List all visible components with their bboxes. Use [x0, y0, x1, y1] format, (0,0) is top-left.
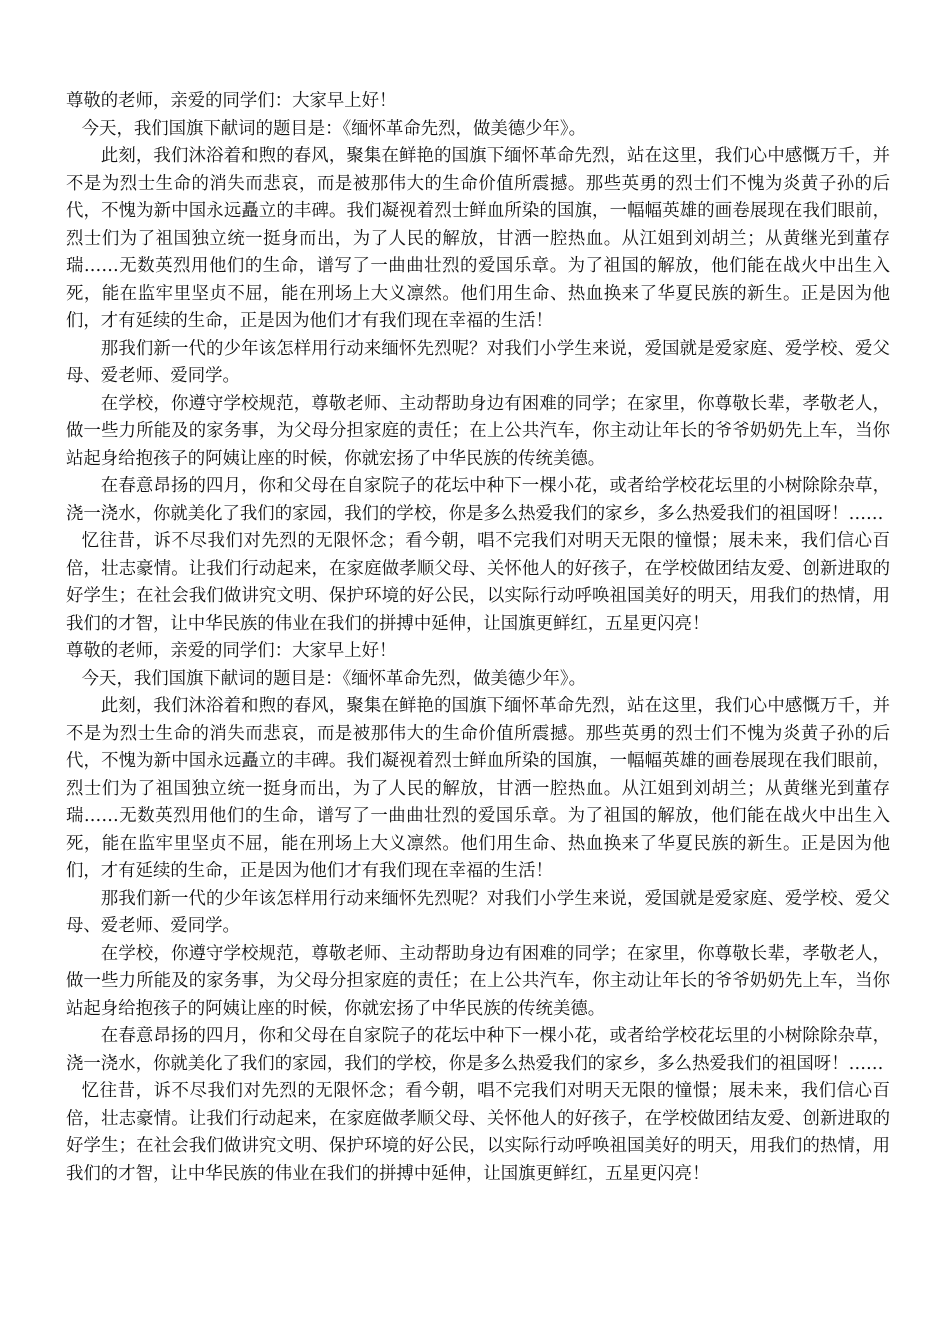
greeting-line: 尊敬的老师，亲爱的同学们：大家早上好！ — [66, 91, 397, 111]
speech-section-2 — [66, 638, 890, 1188]
paragraph-conclusion: 忆往昔，诉不尽我们对先烈的无限怀念；看今朝，唱不完我们对明天无限的憧憬；展未来，我们信心百倍，壮志豪情。让我们行动起来，在家庭做孝顺父母、关怀他人的好孩子，在学校做团结友爱、创新进取的好学生；在社会我们做讲究文明、保护环境的好公民，以实际行动呼唤祖国美好的明天，用我们的热情，用我们的才智，让中华民族的伟业在我们的拼搏中延伸，让国旗更鲜红，五星更闪亮！ — [66, 531, 890, 634]
paragraph-school-home: 在学校，你遵守学校规范，尊敬老师、主动帮助身边有困难的同学；在家里，你尊敬长辈，孝敬老人，做一些力所能及的家务事，为父母分担家庭的责任；在上公共汽车，你主动让年长的爷爷奶奶先上车，当你站起身给抱孩子的阿姨让座的时候，你就宏扬了中华民族的传统美德。 — [66, 943, 890, 1019]
topic-line: 今天，我们国旗下献词的题目是：《缅怀革命先烈，做美德少年》。 — [81, 668, 586, 689]
paragraph-remembrance: 此刻，我们沐浴着和煦的春风，聚集在鲜艳的国旗下缅怀革命先烈，站在这里，我们心中感慨万千，并不是为烈士生命的消失而悲哀，而是被那伟大的生命价值所震撼。那些英勇的烈士们不愧为炎黄子孙的后代，不愧为新中国永远矗立的丰碑。我们凝视着烈士鲜血所染的国旗，一幅幅英雄的画卷展现在我们眼前，烈士们为了祖国独立统一挺身而出，为了人民的解放，甘洒一腔热血。从江姐到刘胡兰；从黄继光到董存瑞……无数英烈用他们的生命，谱写了一曲曲壮烈的爱国乐章。为了祖国的解放，他们能在战火中出生入死，能在监牢里坚贞不屈，能在刑场上大义凛然。他们用生命、热血换来了华夏民族的新生。正是因为他们，才有延续的生命，正是因为他们才有我们现在幸福的生活！ — [66, 696, 890, 881]
document-page — [66, 88, 890, 1188]
paragraph-spring: 在春意昂扬的四月，你和父母在自家院子的花坛中种下一棵小花，或者给学校花坛里的小树除除杂草，浇一浇水，你就美化了我们的家园，我们的学校，你是多么热爱我们的家乡，多么热爱我们的祖国呀！…… — [66, 476, 890, 524]
paragraph-school-home: 在学校，你遵守学校规范，尊敬老师、主动帮助身边有困难的同学；在家里，你尊敬长辈，孝敬老人，做一些力所能及的家务事，为父母分担家庭的责任；在上公共汽车，你主动让年长的爷爷奶奶先上车，当你站起身给抱孩子的阿姨让座的时候，你就宏扬了中华民族的传统美德。 — [66, 393, 890, 469]
paragraph-spring: 在春意昂扬的四月，你和父母在自家院子的花坛中种下一棵小花，或者给学校花坛里的小树除除杂草，浇一浇水，你就美化了我们的家园，我们的学校，你是多么热爱我们的家乡，多么热爱我们的祖国呀！…… — [66, 1026, 890, 1074]
topic-line: 今天，我们国旗下献词的题目是：《缅怀革命先烈，做美德少年》。 — [81, 118, 586, 139]
paragraph-conclusion: 忆往昔，诉不尽我们对先烈的无限怀念；看今朝，唱不完我们对明天无限的憧憬；展未来，我们信心百倍，壮志豪情。让我们行动起来，在家庭做孝顺父母、关怀他人的好孩子，在学校做团结友爱、创新进取的好学生；在社会我们做讲究文明、保护环境的好公民，以实际行动呼唤祖国美好的明天，用我们的热情，用我们的才智，让中华民族的伟业在我们的拼搏中延伸，让国旗更鲜红，五星更闪亮！ — [66, 1081, 890, 1184]
paragraph-remembrance: 此刻，我们沐浴着和煦的春风，聚集在鲜艳的国旗下缅怀革命先烈，站在这里，我们心中感慨万千，并不是为烈士生命的消失而悲哀，而是被那伟大的生命价值所震撼。那些英勇的烈士们不愧为炎黄子孙的后代，不愧为新中国永远矗立的丰碑。我们凝视着烈士鲜血所染的国旗，一幅幅英雄的画卷展现在我们眼前，烈士们为了祖国独立统一挺身而出，为了人民的解放，甘洒一腔热血。从江姐到刘胡兰；从黄继光到董存瑞……无数英烈用他们的生命，谱写了一曲曲壮烈的爱国乐章。为了祖国的解放，他们能在战火中出生入死，能在监牢里坚贞不屈，能在刑场上大义凛然。他们用生命、热血换来了华夏民族的新生。正是因为他们，才有延续的生命，正是因为他们才有我们现在幸福的生活！ — [66, 146, 890, 331]
paragraph-question: 那我们新一代的少年该怎样用行动来缅怀先烈呢？对我们小学生来说，爱国就是爱家庭、爱学校、爱父母、爱老师、爱同学。 — [66, 338, 890, 386]
greeting-line: 尊敬的老师，亲爱的同学们：大家早上好！ — [66, 641, 397, 661]
speech-section-1 — [66, 88, 890, 638]
paragraph-question: 那我们新一代的少年该怎样用行动来缅怀先烈呢？对我们小学生来说，爱国就是爱家庭、爱学校、爱父母、爱老师、爱同学。 — [66, 888, 890, 936]
